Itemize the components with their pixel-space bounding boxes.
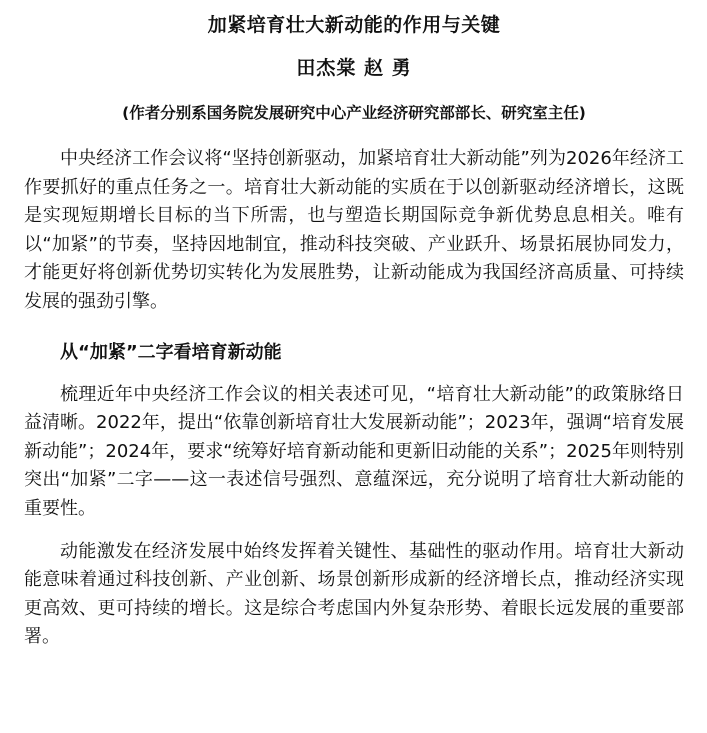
author-affiliation: (作者分别系国务院发展研究中心产业经济研究部部长、研究室主任) bbox=[122, 104, 586, 122]
article bbox=[24, 10, 684, 652]
section-paragraph-1: 梳理近年中央经济工作会议的相关表述可见，“培育壮大新动能”的政策脉络日益清晰。2022年，提出“依靠创新培育壮大发展新动能”；2023年，强调“培育发展新动能”；2024年，要求“统筹好培育新动能和更新旧动能的关系”；2025年则特别突出“加紧”二字——这一表述信号强烈、意蕴深远，充分说明了培育壮大新动能的重要性。 bbox=[24, 383, 684, 519]
section-heading: 从“加紧”二字看培育新动能 bbox=[60, 341, 282, 363]
intro-paragraph: 中央经济工作会议将“坚持创新驱动，加紧培育壮大新动能”列为2026年经济工作要抓好的重点任务之一。培育壮大新动能的实质在于以创新驱动经济增长，这既是实现短期增长目标的当下所需，也与塑造长期国际竞争新优势息息相关。唯有以“加紧”的节奏，坚持因地制宜，推动科技突破、产业跃升、场景拓展协同发力，才能更好将创新优势切实转化为发展胜势，让新动能成为我国经济高质量、可持续发展的强劲引擎。 bbox=[24, 148, 684, 312]
article-title: 加紧培育壮大新动能的作用与关键 bbox=[207, 14, 501, 36]
article-authors: 田杰棠 赵 勇 bbox=[296, 57, 412, 79]
section-paragraph-2: 动能激发在经济发展中始终发挥着关键性、基础性的驱动作用。培育壮大新动能意味着通过科技创新、产业创新、场景创新形成新的经济增长点，推动经济实现更高效、更可持续的增长。这是综合考虑国内外复杂形势、着眼长远发展的重要部署。 bbox=[24, 540, 684, 648]
